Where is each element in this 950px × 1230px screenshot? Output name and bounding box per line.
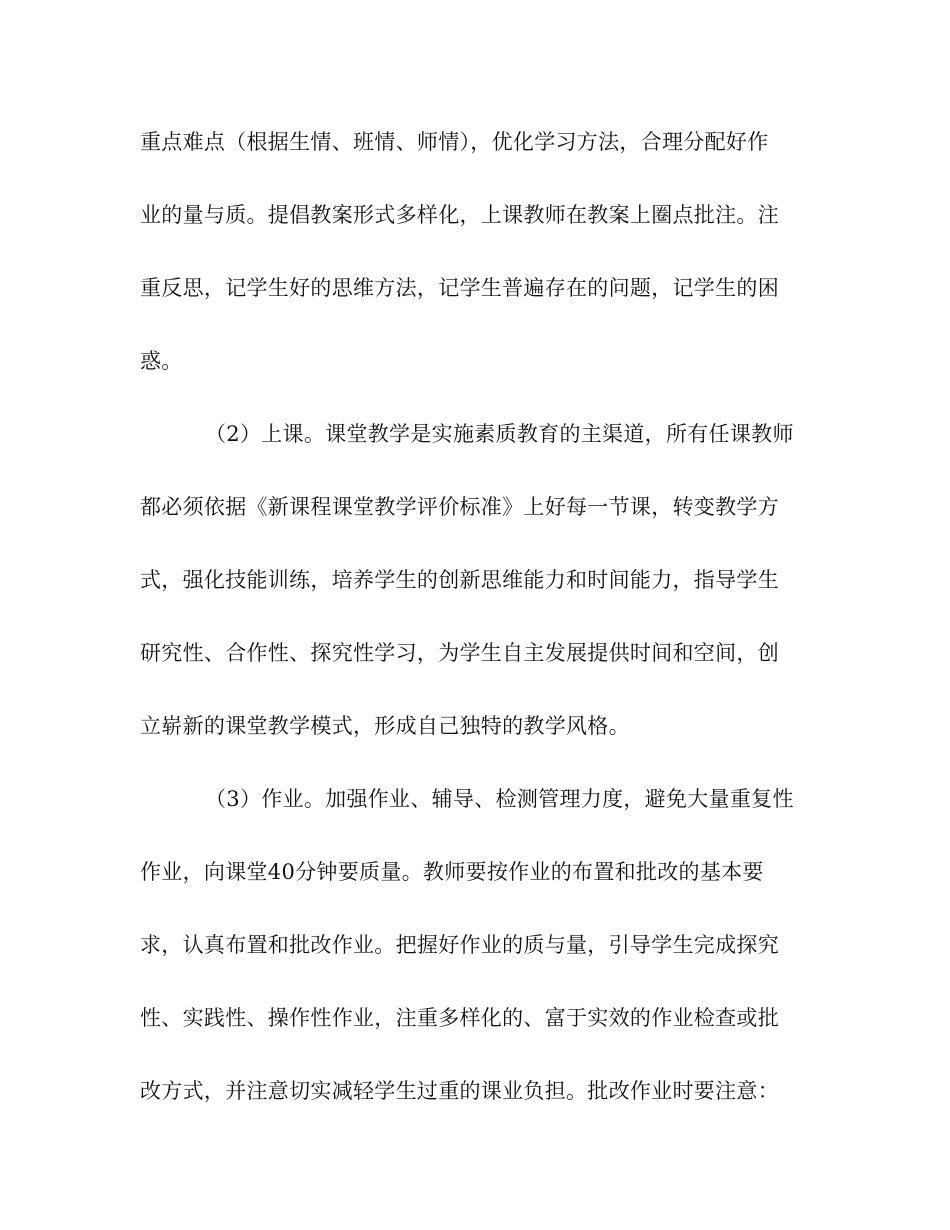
text-line: 作业，向课堂40分钟要质量。教师要按作业的布置和批改的基本要	[140, 860, 764, 884]
text-line: 重点难点（根据生情、班情、师情），优化学习方法，合理分配好作	[140, 130, 769, 154]
text-line: 性、实践性、操作性作业，注重多样化的、富于实效的作业检查或批	[140, 1006, 779, 1030]
paragraph-start-line: （3）作业。加强作业、辅导、检测管理力度，避免大量重复性	[205, 787, 794, 811]
text-line: 惑。	[140, 349, 183, 373]
text-line: 立崭新的课堂教学模式，形成自己独特的教学风格。	[140, 714, 630, 738]
text-line: 求，认真布置和批改作业。把握好作业的质与量，引导学生完成探究	[140, 933, 779, 957]
text-line: 业的量与质。提倡教案形式多样化，上课教师在教案上圈点批注。注	[140, 203, 779, 227]
text-line: 式，强化技能训练，培养学生的创新思维能力和时间能力，指导学生	[140, 568, 779, 592]
text-line: 改方式，并注意切实减轻学生过重的课业负担。批改作业时要注意：	[140, 1079, 779, 1103]
text-line: 都必须依据《新课程课堂教学评价标准》上好每一节课，转变教学方	[140, 495, 779, 519]
text-line: 研究性、合作性、探究性学习，为学生自主发展提供时间和空间，创	[140, 641, 779, 665]
paragraph-start-line: （2）上课。课堂教学是实施素质教育的主渠道，所有任课教师	[205, 422, 794, 446]
text-line: 重反思，记学生好的思维方法，记学生普遍存在的问题，记学生的困	[140, 276, 779, 300]
